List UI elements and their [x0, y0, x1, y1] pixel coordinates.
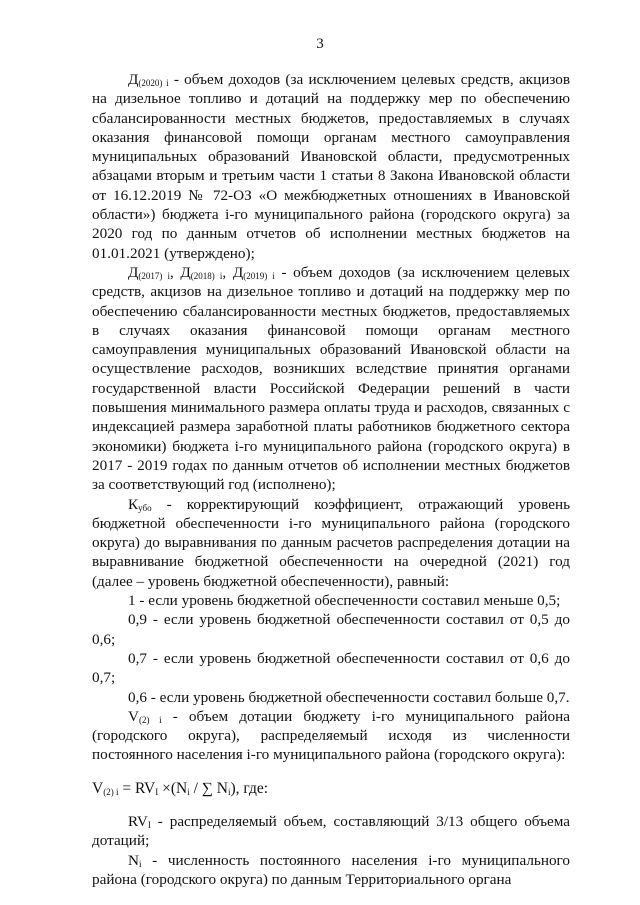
document-body: [92, 70, 570, 889]
formula-v2i: $V_{(2) i} = RV_I \times(N_i$ / ∑ $N_i$), где:: [92, 779, 269, 797]
page-number: 3: [316, 36, 324, 52]
coefficient-item-4: 0,6 - если уровень бюджетной обеспеченности составил больше 0,7.: [128, 688, 570, 706]
coefficient-item-3: 0,7 - если уровень бюджетной обеспеченности составил от 0,6 до 0,7;: [92, 649, 570, 687]
coefficient-item-1: 1 - если уровень бюджетной обеспеченности составил меньше 0,5;: [128, 592, 561, 610]
paragraph-rv: $RV_I$ - распределяемый объем, составляющий 3/13 общего объема дотаций;: [92, 812, 570, 850]
paragraph-k-ubo: $К_{убо}$ - корректирующий коэффициент, отражающий уровень бюджетной обеспеченности i-го муниципального района (городского округа) до выравнивания по данным расчетов распределения дотации на выравнивание бюджетной обеспеченности на очередной (2021) год (далее – уровень бюджетной обеспеченности), равный:: [92, 495, 570, 590]
paragraph-d2017-2019: $Д_{(2017) i}$, $Д_{(2018) i}$, $Д_{(2019) i}$ - объем доходов (за исключением целевых средств, акцизов на дизельное топливо и дотаций на поддержку мер по обеспечению сбалансированности местных бюджетов, предоставляемых в случаях оказания финансовой помощи органам местного самоуправления муниципальных образований Ивановской области на осуществление расходов, возникших вследствие принятия органами государственной власти Российской Федерации решений в части повышения минимального размера оплаты труда и расходов, связанных с индексацией размера заработной платы работников бюджетного сектора экономики) бюджета i-го муниципального района (городского округа) в 2017 - 2019 годах по данным отчетов об исполнении местных бюджетов за соответствующий год (исполнено);: [92, 263, 571, 494]
paragraph-v2i: $V_{(2) i}$ - объем дотации бюджету i-го муниципального района (городского округа), распределяемый исходя из численности постоянного населения i-го муниципального района (городского округа):: [92, 707, 571, 764]
paragraph-ni: $N_i$ - численность постоянного населения i-го муниципального района (городского округа) по данным Территориального органа: [92, 851, 570, 888]
coefficient-item-2: 0,9 - если уровень бюджетной обеспеченности составил от 0,5 до 0,6;: [92, 611, 570, 648]
paragraph-d2020: $Д_{(2020) i}$ - объем доходов (за исключением целевых средств, акцизов на дизельное топливо и дотаций на поддержку мер по обеспечению сбалансированности местных бюджетов, предоставляемых в случаях оказания финансовой помощи органам местного самоуправления муниципальных образований Ивановской области, предусмотренных абзацами вторым и третьим части 1 статьи 8 Закона Ивановской области от 16.12.2019 № 72-ОЗ «О межбюджетных отношениях в Ивановской области») бюджета i-го муниципального района (городского округа) за 2020 год по данным отчетов об исполнении местных бюджетов на 01.01.2021 (утверждено);: [92, 71, 570, 262]
